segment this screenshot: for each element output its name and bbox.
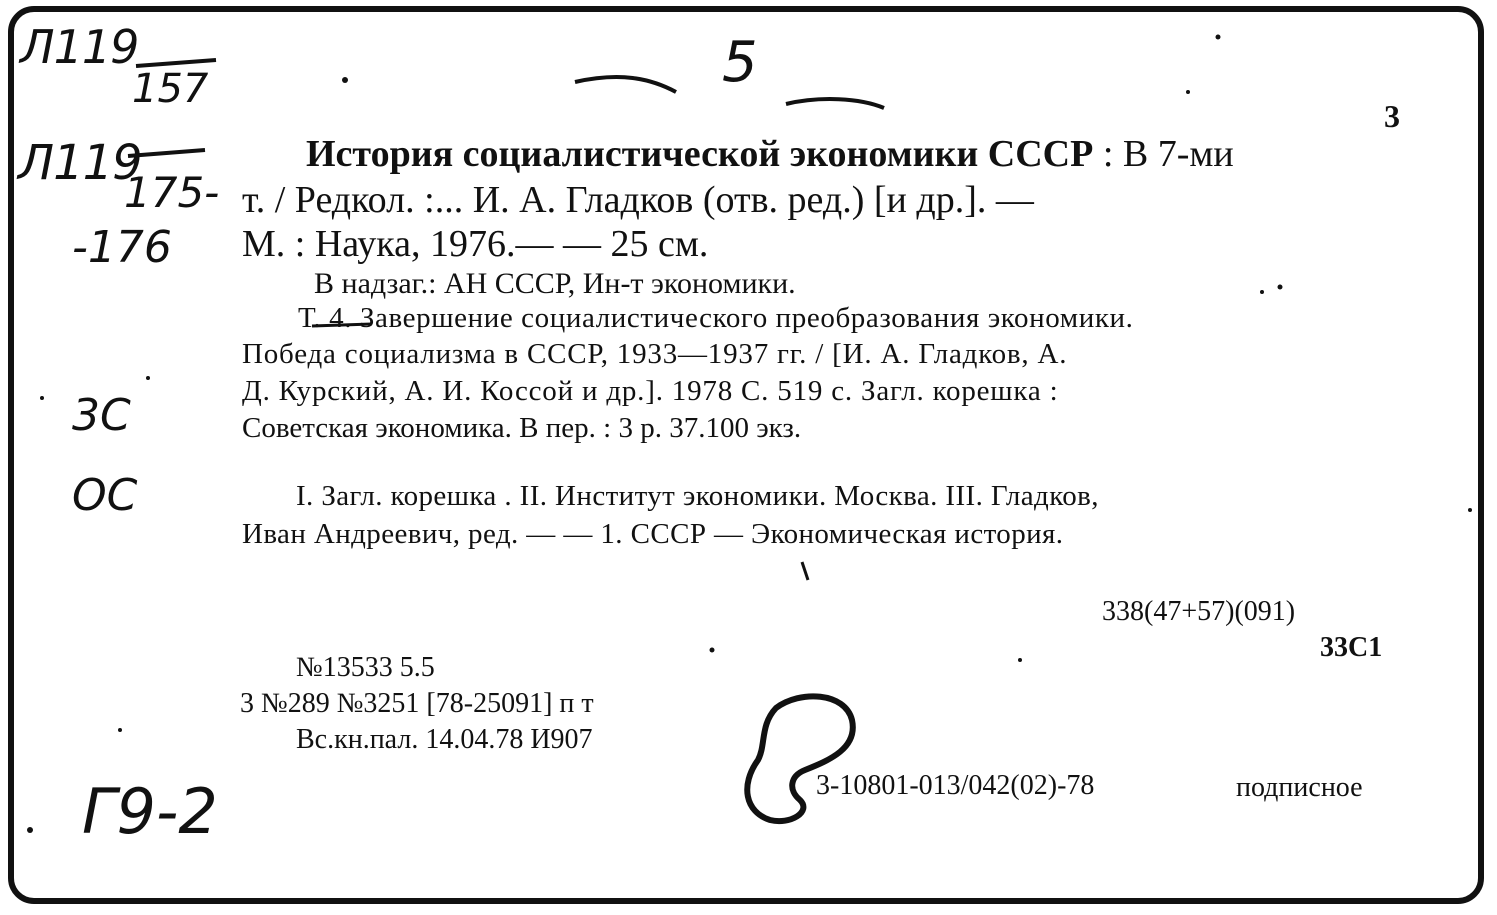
chamber-line: Вс.кн.пал. 14.04.78 И907 (296, 724, 593, 755)
handwritten-mark-oc: ОС (72, 470, 138, 521)
handwritten-call-number-1: Л119 (20, 20, 139, 74)
volume-line-4: Советская экономика. В пер. : 3 р. 37.100 экз. (242, 412, 802, 444)
dash-stroke (575, 77, 676, 92)
tracing-line-1: I. Загл. корешка . II. Институт экономики. Москва. III. Гладков, (296, 480, 1099, 512)
underline-stroke (136, 60, 216, 66)
tracing-line-2: Иван Андреевич, ред. — — 1. СССР — Экономическая история. (242, 518, 1064, 550)
tick-stroke (802, 562, 808, 580)
handwritten-call-number-2: Л119 (18, 135, 142, 191)
handwritten-mark-3c: 3С (72, 390, 131, 441)
handwritten-page-mark: 5 (722, 30, 758, 95)
card-number: 3 (1384, 98, 1400, 134)
code-line: 3-10801-013/042(02)-78 (816, 770, 1095, 801)
underline-stroke (128, 150, 205, 156)
responsibility-line: т. / Редкол. :... И. А. Гладков (отв. ред.) [и др.]. — (242, 179, 1034, 221)
underline-stroke (312, 324, 372, 326)
udc-index: 338(47+57)(091) (1102, 596, 1296, 627)
title-bold: История социалистической экономики СССР (306, 133, 1094, 175)
bbk-index: 33С1 (1320, 632, 1383, 663)
handwritten-mark-g9: Г9-2 (82, 775, 218, 848)
ref-line: 3 №289 №3251 [78-25091] п т (240, 688, 594, 719)
dash-stroke (786, 99, 884, 108)
loop-mark (747, 696, 853, 821)
title-rest: : В 7-ми (1093, 133, 1234, 175)
handwritten-call-number-2-cont: -176 (72, 222, 172, 273)
order-line: №13533 5.5 (296, 652, 435, 683)
volume-line-2: Победа социализма в СССР, 1933—1937 гг. / [И. А. Гладков, А. (242, 338, 1068, 370)
volume-line-3: Д. Курский, А. И. Коссой и др.]. 1978 С. 519 с. Загл. корешка : (242, 375, 1059, 407)
volume-line-1: Т. 4. Завершение социалистического преобразования экономики. (298, 302, 1134, 334)
subscription-label: подписное (1236, 772, 1363, 803)
handwritten-call-number-1-sub: 157 (132, 66, 209, 112)
note-line: В надзаг.: АН СССР, Ин-т экономики. (314, 267, 796, 300)
handwritten-call-number-2-sub: 175- (124, 168, 220, 217)
imprint-line: М. : Наука, 1976.— — 25 см. (242, 223, 709, 265)
